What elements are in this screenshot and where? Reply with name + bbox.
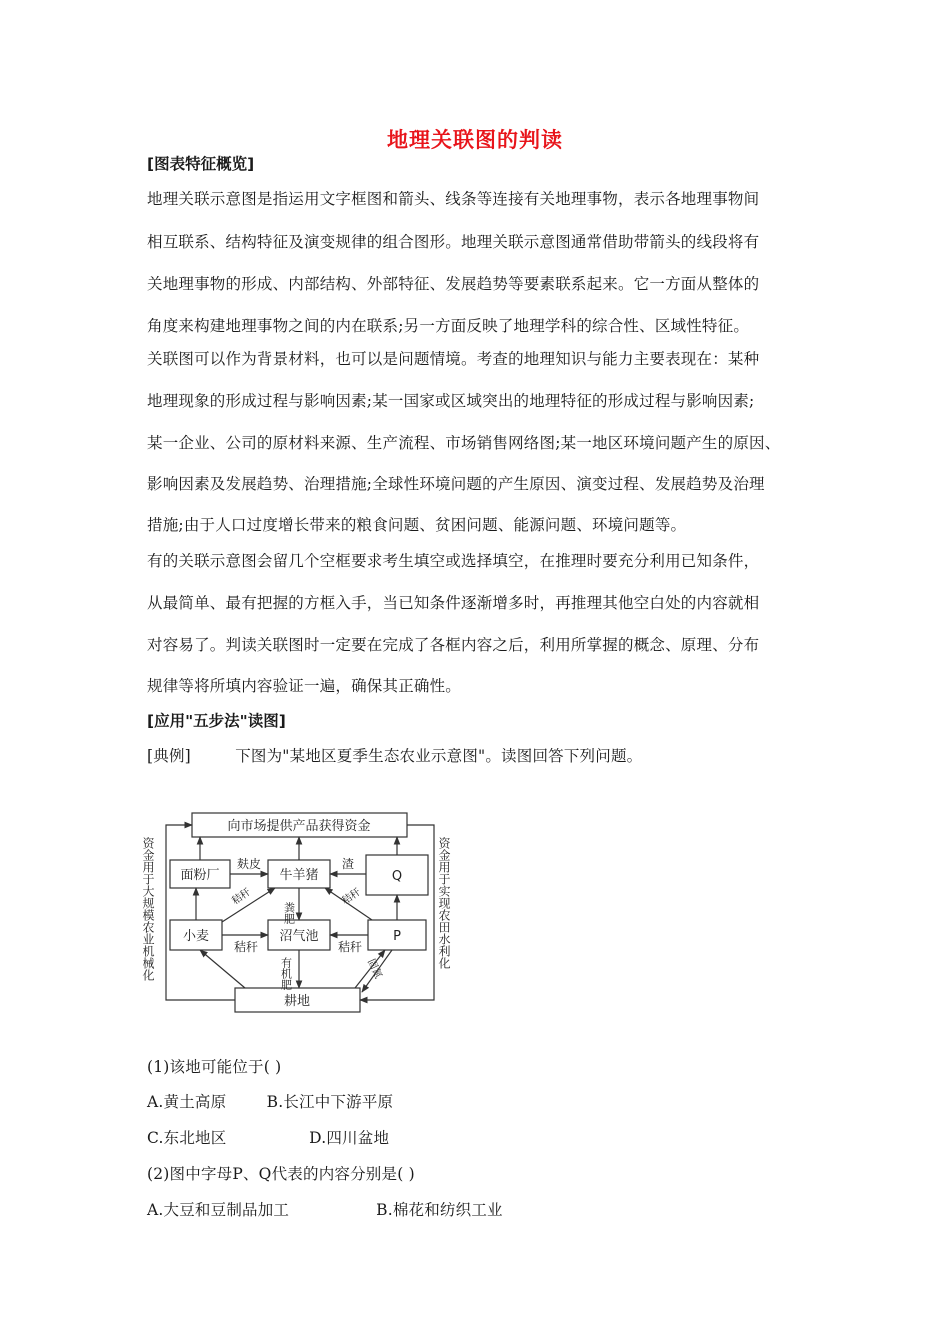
example-line	[147, 744, 642, 766]
text-line: 影响因素及发展趋势、治理措施;全球性环境问题的产生原因、演变过程、发展趋势及治理	[147, 475, 765, 493]
option-b[interactable]: B.长江中下游平原	[266, 1093, 394, 1111]
option-d[interactable]: D.四川盆地	[309, 1129, 390, 1147]
market-label: 向市场提供产品获得资金	[227, 819, 371, 834]
text-line: 对容易了。判读关联图时一定要在完成了各框内容之后，利用所掌握的概念、原理、分布	[147, 636, 760, 654]
text-line: 地理现象的形成过程与影响因素;某一国家或区域突出的地理特征的形成过程与影响因素;	[147, 392, 755, 410]
text-line: 某一企业、公司的原材料来源、生产流程、市场销售网络图;某一地区环境问题产生的原因、	[147, 434, 781, 452]
text-line: 规律等将所填内容验证一遍，确保其正确性。	[147, 677, 462, 695]
question-2: (2)图中字母P、Q代表的内容分别是( )	[147, 1165, 415, 1183]
q-label: Q	[391, 869, 403, 884]
p-label: P	[393, 929, 401, 944]
text-line: 有的关联示意图会留几个空框要求考生填空或选择填空，在推理时要充分利用已知条件，	[147, 552, 760, 570]
bran-label: 麸皮	[236, 857, 262, 871]
livestock-label: 牛羊猪	[279, 868, 319, 883]
organic-label: 有机肥	[279, 957, 293, 990]
section-heading-five-steps: [应用"五步法"读图]	[147, 712, 286, 730]
farmland-label: 耕地	[283, 994, 311, 1009]
flour-mill-label: 面粉厂	[180, 868, 220, 883]
straw-q-label: 秸秆	[340, 886, 363, 908]
left-side-label: 资金用于大规模农业机械化	[141, 837, 155, 981]
question-1-options-cd	[147, 1126, 389, 1148]
page-title: 地理关联图的判读	[387, 128, 563, 152]
question-1-options-ab	[147, 1090, 393, 1112]
biogas-label: 沼气池	[279, 929, 319, 944]
question-2-options-ab	[147, 1198, 503, 1220]
option-c[interactable]: C.东北地区	[147, 1129, 227, 1147]
straw-feed-label: 秸秆	[230, 886, 253, 908]
option-a[interactable]: A.大豆和豆制品加工	[147, 1201, 290, 1219]
text-line: 从最简单、最有把握的方框入手，当已知条件逐渐增多时，再推理其他空白处的内容就相	[147, 594, 760, 612]
arrow-farmland-wheat	[200, 950, 245, 988]
text-line: 角度来构建地理事物之间的内在联系;另一方面反映了地理学科的综合性、区域性特征。	[147, 317, 750, 335]
text-line: 地理关联示意图是指运用文字框图和箭头、线条等连接有关地理事物，表示各地理事物间	[147, 190, 760, 208]
manure-label: 粪肥	[282, 902, 296, 924]
straw-left-label: 秸秆	[233, 940, 259, 954]
example-text: 下图为"某地区夏季生态农业示意图"。读图回答下列问题。	[235, 747, 643, 765]
text-line: 相互联系、结构特征及演变规律的组合图形。地理关联示意图通常借助带箭头的线段将有	[147, 233, 760, 251]
text-line: 关地理事物的形成、内部结构、外部特征、发展趋势等要素联系起来。它一方面从整体的	[147, 275, 760, 293]
wheat-label: 小麦	[182, 929, 210, 944]
straw-right-label: 秸秆	[337, 940, 363, 954]
right-side-label: 资金用于实现农田水利化	[437, 837, 451, 969]
question-1: (1)该地可能位于( )	[147, 1058, 282, 1076]
residue-label: 渣	[341, 857, 355, 871]
text-line: 措施;由于人口过度增长带来的粮食问题、贫困问题、能源问题、环境问题等。	[147, 516, 687, 534]
option-b[interactable]: B.棉花和纺织工业	[376, 1201, 503, 1219]
option-a[interactable]: A.黄土高原	[147, 1093, 227, 1111]
eco-agriculture-diagram	[140, 805, 460, 1020]
example-tag: [典例]	[147, 747, 191, 765]
section-heading-overview: [图表特征概览]	[147, 155, 255, 173]
text-line: 关联图可以作为背景材料，也可以是问题情境。考查的地理知识与能力主要表现在：某种	[147, 350, 760, 368]
rhizobium-label: 固氮	[365, 957, 384, 981]
